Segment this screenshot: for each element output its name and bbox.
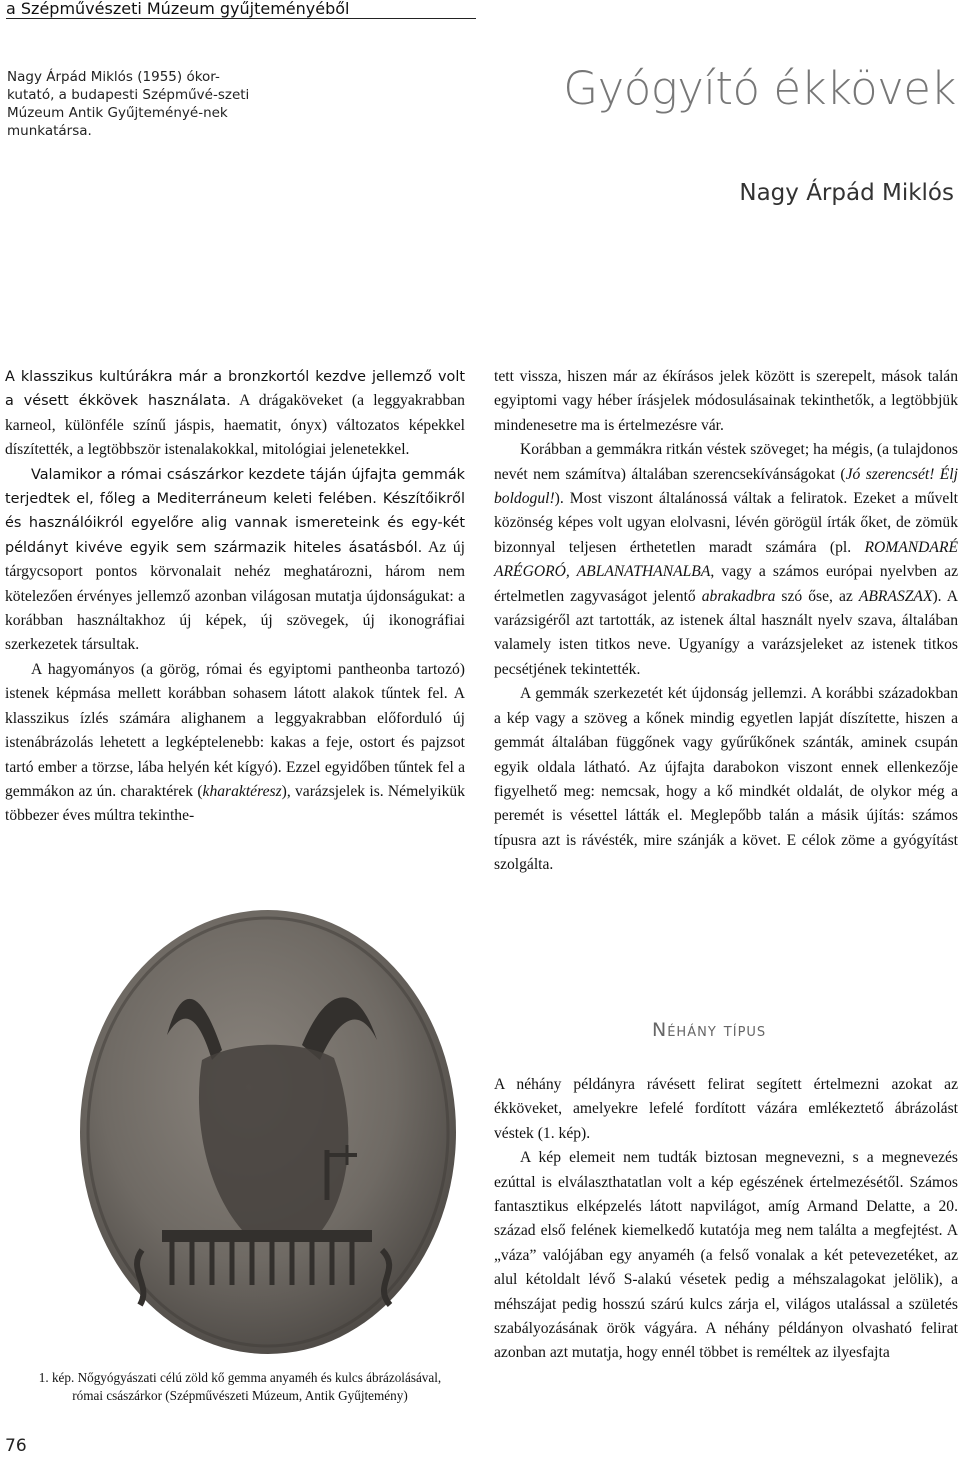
text: A hagyományos (a görög, római és egyiptomi pantheonba tartozó) istenek képmása mellett korábban sohasem látott alakok tűntek fel. A klasszikus ízlés számára alighanem a leggyakrabban előforduló új istenábrázolás lehetett a legképtelenebb: kakas a feje, ostort és pajzsot tartó ember a törzse, lába helyén két kígyó). Ezzel egyidőben tűntek fel a gemmákon az ún. charaktérek (	[5, 660, 465, 800]
section-heading: Néhány típus	[652, 1019, 767, 1041]
italic-text: abrakadbra	[701, 587, 776, 605]
italic-term: kharaktéresz	[202, 782, 282, 800]
section-body	[494, 1073, 958, 1366]
author-note: Nagy Árpád Miklós (1955) ókor-kutató, a budapesti Szépművé-szeti Múzeum Antik Gyűjteményé-nek munkatársa.	[7, 69, 250, 139]
caption-line: 1. kép. Nőgyógyászati célú zöld kő gemma anyaméh és kulcs ábrázolásával,	[38, 1370, 442, 1385]
text: ). Most viszont általánossá váltak a feliratok. Ezeket a művelt közönség képes volt ugyan elolvasni, lévén görögül írták őket, de zömük bizonnyal teljesen érthetetlen maradt számára (pl.	[494, 490, 958, 556]
gem-image	[72, 900, 464, 1358]
paragraph: A néhány példányra rávésett felirat segített értelmezni azokat az ékköveket, amelyekre lefelé fordított vázára emlékeztető ábrázolást véstek (1. kép).	[494, 1076, 958, 1142]
paragraph: tett vissza, hiszen már az ékírásos jelek között is szerepelt, mások talán egyiptomi vagy héber írásjelek módosulásainak tekinthetők, a legtöbbjük mindenesetre ma is értelmezésre vár.	[494, 368, 958, 434]
text: A drágaköveket (a leggyakrabban karneol, különféle színű jáspis, haematit, ónyx) változatos képekkel díszítették, a legtöbbször istenalakokkal, mitológiai jelenetekkel.	[5, 392, 465, 459]
italic-text: Jó szerencsét! Élj boldogul!	[494, 465, 958, 508]
text: ), varázsjelek is. Némelyikük többezer éves múltra tekinthe-	[5, 782, 465, 825]
paragraph	[5, 365, 465, 463]
paragraph	[5, 463, 465, 658]
series-header: a Szépművészeti Múzeum gyűjteményéből	[6, 0, 476, 19]
page-number: 76	[5, 1436, 27, 1456]
caption-line: római császárkor (Szépművészeti Múzeum, Antik Gyűjtemény)	[72, 1388, 408, 1403]
text: , vagy a számos európai nyelvben az értelmetlen zagyvaságot jelentő	[494, 563, 958, 605]
paragraph: A kép elemeit nem tudták biztosan megnevezni, s a megnevezés ezúttal is elválaszthatatlan volt a kép egészének értelmezésétől. Számos fantasztikus elképzelés látott napvilágot, amíg Armand Delatte, a 20. század első felének kiemelkedő kutatója meg nem találta a megfejtést. A „váza” valójában egy anyaméh (a felső vonalak a két petevezetéket, az alul kétoldalt lévő S-alakú vésetek pedig a méhszalagokat jelölik), a méhszájat pedig hosszú szárú kulcs zárja el, világos utalással a születés szabályozásának örök vágyára. A néhány példányon olvasható felirat azonban azt mutatja, hogy ennél többet is reméltek az ilyesfajta	[494, 1149, 958, 1362]
text: Az új tárgycsoport pontos körvonalait nehéz meghatározni, három nem kötelezően érvényes jellemző azonban világosan mutatja újdonságukat: a korábban használtakhoz új képek, új szövegek, új ikonográfiai szerkezetek társultak.	[5, 538, 465, 654]
article-title: Gyógyító ékkövek	[563, 62, 956, 115]
right-column	[494, 365, 958, 878]
paragraph: A gemmák szerkezetét két újdonság jellemzi. A korábbi századokban a kép vagy a szöveg a kőnek mindig egyetlen lapját díszítette, hiszen a gemmát általában függőnek vagy gyűrűkőnek szánták, aminek csupán egyik oldala látható. Az újfajta darabokon viszont ennek ellenkezője figyelhető meg: nemcsak, hogy a kő mindkét oldalát, de olykor még a peremét is vésettel látták el. Meglepőbb talán a másik újítás: számos típusra azt is rávésték, mire szánják a követ. E célok zöme a gyógyítást szolgálta.	[494, 685, 958, 874]
lead-text: A klasszikus kultúrákra már a bronzkortól kezdve jellemző volt a vésett ékkövek használata.	[5, 369, 465, 410]
paragraph	[5, 658, 465, 829]
paragraph	[494, 438, 958, 682]
italic-text: ABRASZAX	[858, 587, 933, 605]
text: ). A varázsigéről azt tartották, az istenek által használt nyelv szava, általában valamely isten titkos neve. Ugyanígy a varázsjeleket az istenek titkos pecsétjének tekintették.	[494, 587, 958, 678]
text: Korábban a gemmákra ritkán véstek szöveget; ha mégis, (a tulajdonos nevét nem számítva) általában szerencsekívánságokat (	[494, 441, 958, 483]
figure-caption	[5, 1369, 475, 1405]
left-column	[5, 365, 465, 829]
italic-text: ROMANDARÉ ARÉGORÓ, ABLANATHANALBA	[494, 538, 958, 581]
text: szó őse, az	[775, 587, 859, 605]
gem-photo	[72, 900, 464, 1358]
byline: Nagy Árpád Miklós	[739, 180, 954, 206]
text: Valamikor a római császárkor kezdete táján újfajta gemmák terjedtek el, főleg a Mediterráneum keleti felében. Készítőikről és használóikról egyelőre alig vannak ismereteink és egy-két példányt kivéve egyik sem származik hiteles ásatásból.	[5, 466, 465, 556]
